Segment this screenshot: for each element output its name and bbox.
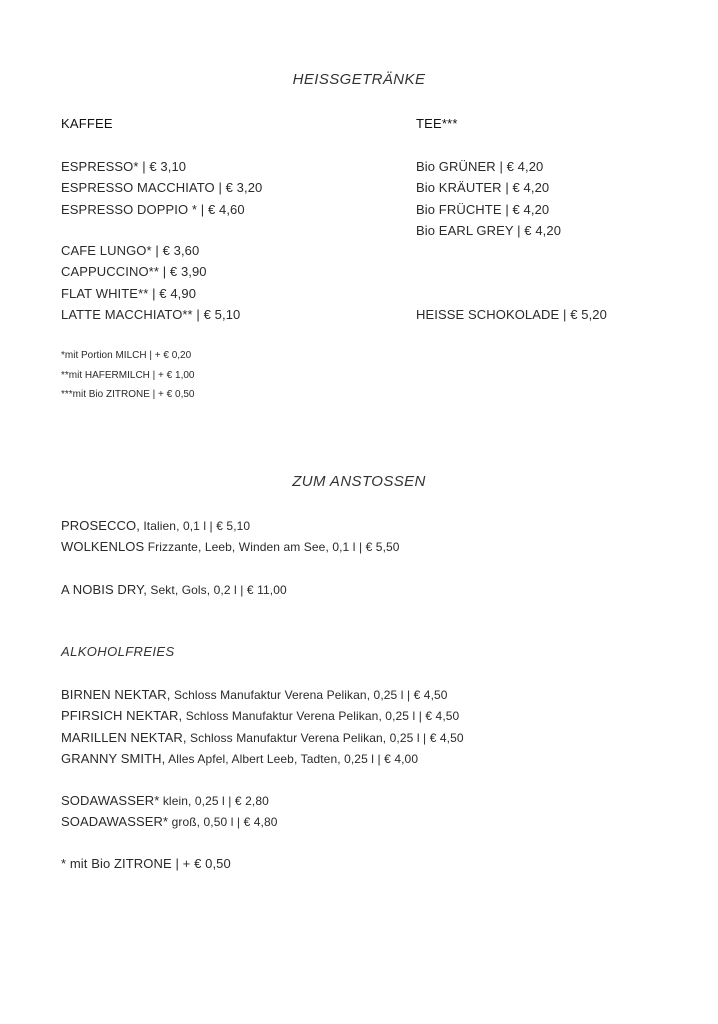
menu-item-detail: groß, 0,50 l | € 4,80 <box>168 815 278 830</box>
menu-item-name: BIRNEN NEKTAR, <box>61 687 171 702</box>
section-title-toast: ZUM ANSTOSSEN <box>292 473 426 490</box>
footnote: ***mit Bio ZITRONE | + € 0,50 <box>61 389 195 400</box>
menu-item <box>61 705 464 726</box>
menu-item: CAFE LUNGO* | € 3,60 <box>61 243 200 258</box>
toast-list-2 <box>61 579 287 600</box>
menu-item-name: WOLKENLOS <box>61 539 145 555</box>
menu-item <box>61 684 464 705</box>
footnote: * mit Bio ZITRONE | + € 0,50 <box>61 856 231 871</box>
menu-item-detail: Frizzante, Leeb, Winden am See, 0,1 l | € 5,50 <box>144 540 400 555</box>
menu-item-detail: Schloss Manufaktur Verena Pelikan, 0,25 l | € 4,50 <box>186 730 464 745</box>
menu-item-detail: klein, 0,25 l | € 2,80 <box>159 794 269 808</box>
menu-item: ESPRESSO MACCHIATO | € 3,20 <box>61 180 263 196</box>
menu-item <box>61 536 400 557</box>
menu-item-detail: Italien, 0,1 l | € 5,10 <box>139 519 251 533</box>
menu-item: ESPRESSO DOPPIO * | € 4,60 <box>61 201 245 217</box>
menu-item: HEISSE SCHOKOLADE | € 5,20 <box>416 307 607 322</box>
coffee-list-2 <box>61 240 240 325</box>
menu-item <box>61 727 464 748</box>
menu-item-name: PFIRSICH NEKTAR, <box>61 708 183 724</box>
section-title-hot-drinks: HEISSGETRÄNKE <box>292 71 426 88</box>
menu-item <box>61 790 278 811</box>
hot-drinks-footnotes <box>61 346 194 405</box>
hot-chocolate-item <box>416 304 607 325</box>
tea-heading: TEE*** <box>416 116 458 131</box>
menu-item-name: A NOBIS DRY, <box>61 582 147 597</box>
coffee-list-1 <box>61 156 262 220</box>
menu-item-detail: Sekt, Gols, 0,2 l | € 11,00 <box>146 583 287 597</box>
menu-item-name: SODAWASSER* <box>61 793 160 808</box>
footnote: *mit Portion MILCH | + € 0,20 <box>61 350 192 361</box>
tea-list <box>416 156 561 241</box>
menu-item <box>61 811 278 832</box>
menu-item-detail: Schloss Manufaktur Verena Pelikan, 0,25 l | € 4,50 <box>170 688 448 702</box>
menu-item <box>61 515 400 536</box>
menu-item: Bio FRÜCHTE | € 4,20 <box>416 201 550 217</box>
menu-item <box>61 579 287 600</box>
menu-item: ESPRESSO* | € 3,10 <box>61 159 187 174</box>
menu-item: LATTE MACCHIATO** | € 5,10 <box>61 306 241 322</box>
menu-item: Bio EARL GREY | € 4,20 <box>416 222 562 238</box>
menu-item-detail: Schloss Manufaktur Verena Pelikan, 0,25 l | € 4,50 <box>182 709 460 724</box>
non-alcoholic-footnote <box>61 853 231 874</box>
menu-item: FLAT WHITE** | € 4,90 <box>61 285 197 301</box>
footnote: **mit HAFERMILCH | + € 1,00 <box>61 369 195 381</box>
menu-item-name: PROSECCO, <box>61 518 140 533</box>
non-alcoholic-list-2 <box>61 790 278 833</box>
non-alcoholic-list-1 <box>61 684 464 769</box>
section-title-non-alcoholic: ALKOHOLFREIES <box>61 644 175 659</box>
menu-item: Bio GRÜNER | € 4,20 <box>416 159 544 174</box>
menu-item-name: SOADAWASSER* <box>61 814 169 830</box>
menu-item: CAPPUCCINO** | € 3,90 <box>61 264 207 280</box>
menu-item-name: MARILLEN NEKTAR, <box>61 729 187 745</box>
toast-list-1 <box>61 515 400 558</box>
coffee-heading: KAFFEE <box>61 116 113 131</box>
menu-item-name: GRANNY SMITH, <box>61 750 166 766</box>
menu-item <box>61 748 464 769</box>
menu-item: Bio KRÄUTER | € 4,20 <box>416 180 550 196</box>
menu-item-detail: Alles Apfel, Albert Leeb, Tadten, 0,25 l | € 4,00 <box>165 751 419 766</box>
